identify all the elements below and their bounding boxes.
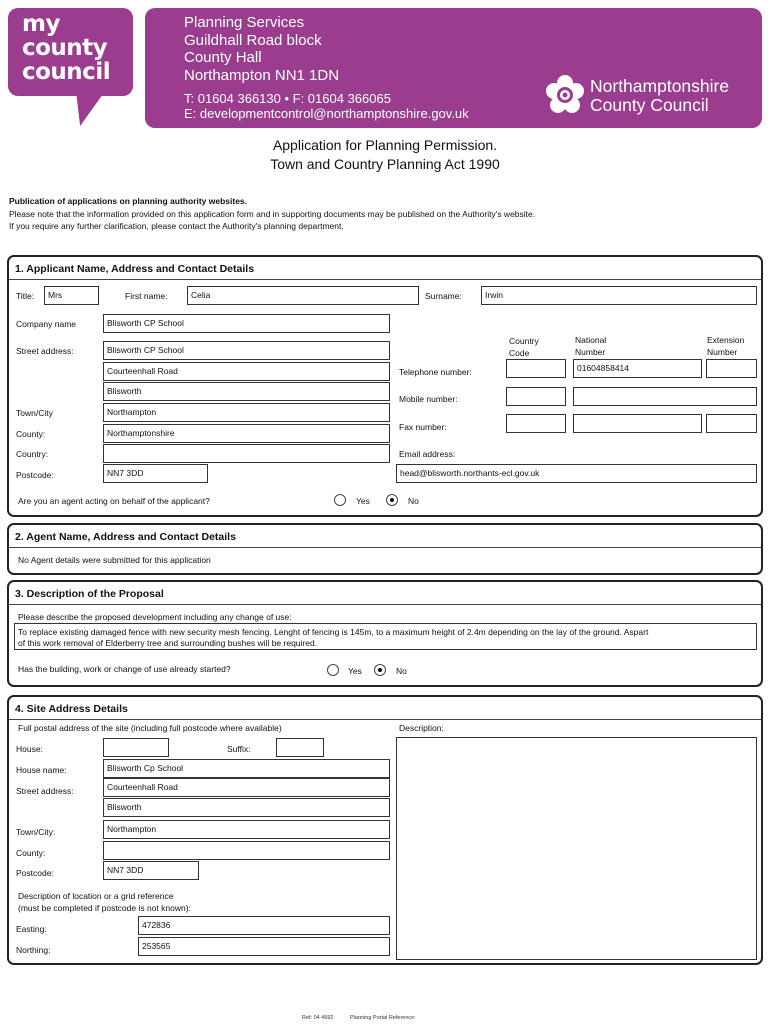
section-1-title: 1. Applicant Name, Address and Contact Details xyxy=(15,263,255,275)
site-street-line-2[interactable]: Blisworth xyxy=(103,798,390,817)
logo-text xyxy=(22,12,110,84)
mobile-number-field[interactable] xyxy=(573,387,757,406)
house-name-label: House name: xyxy=(16,765,67,775)
fax-extension-field[interactable] xyxy=(706,414,757,433)
proposal-description-line-2: of this work removal of Elderberry tree and surrounding bushes will be required. xyxy=(18,638,318,648)
tel-extension-field[interactable] xyxy=(706,359,757,378)
section-2-divider xyxy=(9,547,761,548)
section-proposal xyxy=(7,580,763,687)
extension-header-1: Extension xyxy=(707,335,745,345)
postcode-label: Postcode: xyxy=(16,470,54,480)
national-number-header-2: Number xyxy=(575,347,606,357)
fax-number-field[interactable] xyxy=(573,414,702,433)
proposal-prompt: Please describe the proposed development including any change of use: xyxy=(18,612,292,622)
mobile-label: Mobile number: xyxy=(399,394,458,404)
easting-field[interactable]: 472836 xyxy=(138,916,390,935)
form-title xyxy=(0,136,770,174)
started-yes-radio[interactable] xyxy=(327,664,339,676)
site-county-label: County: xyxy=(16,848,46,858)
publication-text-2: If you require any further clarification, please contact the Authority's planning department. xyxy=(9,221,344,231)
email-address: E: developmentcontrol@northamptonshire.gov.uk xyxy=(184,106,469,121)
started-no-radio[interactable] xyxy=(374,664,386,676)
proposal-description-line-1: To replace existing damaged fence with new security mesh fencing. Lenght of fencing is 145m, to a maximum height of 2.4m depending on the lay of the ground. Aspart xyxy=(18,627,649,637)
logo-line-1: my xyxy=(22,11,60,37)
tel-country-code-field[interactable] xyxy=(506,359,566,378)
email-label: Email address: xyxy=(399,449,456,459)
agent-question: Are you an agent acting on behalf of the applicant? xyxy=(18,496,210,506)
agent-yes-label: Yes xyxy=(356,496,370,506)
rose-emblem-icon xyxy=(543,73,587,117)
house-name-field[interactable]: Blisworth Cp School xyxy=(103,759,390,778)
mobile-country-code-field[interactable] xyxy=(506,387,566,406)
section-2-title: 2. Agent Name, Address and Contact Details xyxy=(15,531,236,543)
section-4-title: 4. Site Address Details xyxy=(15,703,128,715)
council-name-line-2: County Council xyxy=(590,95,709,115)
office-address xyxy=(184,14,339,84)
phone-fax: T: 01604 366130 • F: 01604 366065 xyxy=(184,91,391,106)
started-question: Has the building, work or change of use already started? xyxy=(18,664,231,674)
surname-label: Surname: xyxy=(425,291,462,301)
county-label: County: xyxy=(16,429,46,439)
town-field[interactable]: Northampton xyxy=(103,403,390,422)
first-name-label: First name: xyxy=(125,291,168,301)
title-label: Title: xyxy=(16,291,35,301)
section-4-divider xyxy=(9,719,761,720)
easting-label: Easting: xyxy=(16,924,47,934)
northing-field[interactable]: 253565 xyxy=(138,937,390,956)
company-name-field[interactable]: Blisworth CP School xyxy=(103,314,390,333)
site-town-field[interactable]: Northampton xyxy=(103,820,390,839)
started-no-label: No xyxy=(396,666,407,676)
suffix-label: Suffix: xyxy=(227,744,251,754)
no-agent-text: No Agent details were submitted for this application xyxy=(18,555,211,565)
address-line-4: Northampton NN1 1DN xyxy=(184,66,340,84)
house-label: House: xyxy=(16,744,43,754)
publication-text-1: Please note that the information provided on this application form and in supporting documents may be published on the Authority's website. xyxy=(9,209,536,219)
section-site-address xyxy=(7,695,763,965)
council-name-line-1: Northamptonshire xyxy=(590,76,730,96)
county-field[interactable]: Northamptonshire xyxy=(103,424,390,443)
country-field[interactable] xyxy=(103,444,390,463)
form-title-line-2: Town and Country Planning Act 1990 xyxy=(270,156,500,172)
street-address-label: Street address: xyxy=(16,346,74,356)
footer-portal-reference: Planning Portal Reference: xyxy=(350,1015,416,1021)
house-field[interactable] xyxy=(103,738,169,757)
agent-yes-radio[interactable] xyxy=(334,494,346,506)
country-label: Country: xyxy=(16,449,49,459)
logo-line-2: county xyxy=(22,35,108,61)
address-line-3: County Hall xyxy=(184,49,262,66)
extension-header-2: Number xyxy=(707,347,738,357)
section-applicant xyxy=(7,255,763,517)
telephone-label: Telephone number: xyxy=(399,367,472,377)
site-county-field[interactable] xyxy=(103,841,390,860)
agent-no-label: No xyxy=(408,496,419,506)
location-hint-2: (must be completed if postcode is not known): xyxy=(18,903,191,913)
logo-line-3: council xyxy=(22,59,111,85)
fax-country-code-field[interactable] xyxy=(506,414,566,433)
section-3-title: 3. Description of the Proposal xyxy=(15,588,164,600)
surname-field[interactable]: Irwin xyxy=(481,286,757,305)
proposal-description-field[interactable] xyxy=(14,623,757,650)
email-field[interactable]: head@blisworth.northants-ecl.gov.uk xyxy=(396,464,757,483)
site-town-label: Town/City: xyxy=(16,827,56,837)
town-label: Town/City xyxy=(16,408,53,418)
section-agent xyxy=(7,523,763,575)
tel-national-number-field[interactable]: 01604858414 xyxy=(573,359,702,378)
street-address-line-1[interactable]: Blisworth CP School xyxy=(103,341,390,360)
council-name xyxy=(590,77,729,115)
country-code-header-1: Country xyxy=(509,336,539,346)
postcode-field[interactable]: NN7 3DD xyxy=(103,464,208,483)
location-hint-1: Description of location or a grid reference xyxy=(18,891,174,901)
agent-no-radio[interactable] xyxy=(386,494,398,506)
company-name-label: Company name xyxy=(16,319,77,329)
form-title-line-1: Application for Planning Permission. xyxy=(272,137,498,153)
title-field[interactable]: Mrs xyxy=(44,286,99,305)
address-line-2: Guildhall Road block xyxy=(184,31,322,49)
suffix-field[interactable] xyxy=(276,738,324,757)
site-street-label: Street address: xyxy=(16,786,74,796)
site-street-line-1[interactable]: Courteenhall Road xyxy=(103,778,390,797)
site-description-field[interactable] xyxy=(396,737,757,960)
fax-label: Fax number: xyxy=(399,422,447,432)
site-address-intro: Full postal address of the site (including full postcode where available) xyxy=(18,723,282,733)
country-code-header-2: Code xyxy=(509,348,530,358)
footer-reference: Ref: 04 4692 xyxy=(302,1015,334,1021)
northing-label: Northing: xyxy=(16,945,51,955)
street-address-line-2[interactable]: Courteenhall Road xyxy=(103,362,390,381)
street-address-line-3[interactable]: Blisworth xyxy=(103,382,390,401)
section-1-divider xyxy=(9,279,761,280)
site-postcode-field[interactable]: NN7 3DD xyxy=(103,861,199,880)
site-postcode-label: Postcode: xyxy=(16,868,54,878)
section-3-divider xyxy=(9,604,761,605)
contact-info xyxy=(184,91,469,121)
address-line-1: Planning Services xyxy=(184,14,305,31)
publication-heading: Publication of applications on planning authority websites. xyxy=(9,196,248,206)
started-yes-label: Yes xyxy=(348,666,362,676)
national-number-header-1: National xyxy=(575,335,607,345)
site-description-label: Description: xyxy=(399,723,444,733)
first-name-field[interactable]: Celia xyxy=(187,286,419,305)
